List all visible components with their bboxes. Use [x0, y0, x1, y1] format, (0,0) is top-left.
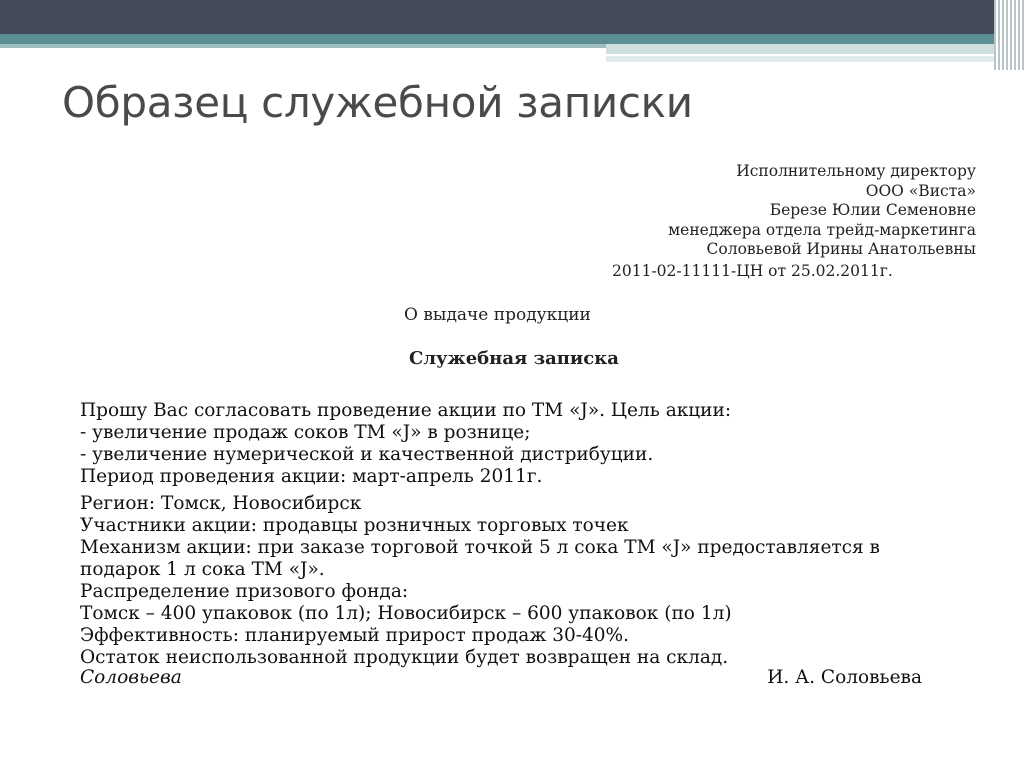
header-band-teal-thin: [0, 44, 610, 48]
body-line: Эффективность: планируемый прирост продаж 30-40%.: [80, 625, 630, 646]
slide-title: Образец служебной записки: [62, 78, 693, 127]
memo-reference-number: 2011-02-11111-ЦН от 25.02.2011г.: [612, 262, 893, 280]
memo-subject: О выдаче продукции: [404, 305, 591, 325]
signature-left: Соловьева: [80, 667, 182, 688]
body-line: - увеличение нумерической и качественной дистрибуции.: [80, 444, 654, 465]
header-band-teal: [0, 34, 1024, 44]
header-band-dark: [0, 0, 1024, 34]
addressee-line: менеджера отдела трейд-маркетинга: [668, 220, 976, 239]
header-band: [0, 0, 1024, 70]
body-line: - увеличение продаж соков ТМ «J» в рознице;: [80, 422, 531, 443]
body-line: Участники акции: продавцы розничных торговых точек: [80, 515, 629, 536]
body-line: Период проведения акции: март-апрель 2011г.: [80, 466, 543, 487]
header-band-stripes: [994, 0, 1024, 70]
addressee-line: Соловьевой Ирины Анатольевны: [706, 240, 976, 258]
memo-body: [80, 400, 960, 669]
body-line: Остаток неиспользованной продукции будет возвращен на склад.: [80, 647, 729, 668]
addressee-line: Березе Юлии Семеновне: [769, 201, 976, 219]
memo-document-title: Служебная записка: [409, 348, 619, 369]
body-line: Регион: Томск, Новосибирск: [80, 493, 362, 514]
memo-addressee: [476, 162, 976, 260]
body-line: Механизм акции: при заказе торговой точкой 5 л сока ТМ «J» предоставляется в: [80, 537, 880, 558]
signature-right: И. А. Соловьева: [767, 667, 922, 688]
addressee-line: Исполнительному директору: [736, 162, 976, 180]
header-band-light: [606, 44, 1024, 54]
header-band-light-thin: [606, 56, 1024, 62]
body-line: Распределение призового фонда:: [80, 581, 409, 602]
body-line: Прошу Вас согласовать проведение акции по ТМ «J». Цель акции:: [80, 400, 732, 421]
addressee-line: ООО «Виста»: [865, 181, 976, 200]
body-line: Томск – 400 упаковок (по 1л); Новосибирск – 600 упаковок (по 1л): [80, 603, 732, 624]
body-line: подарок 1 л сока ТМ «J».: [80, 559, 325, 580]
